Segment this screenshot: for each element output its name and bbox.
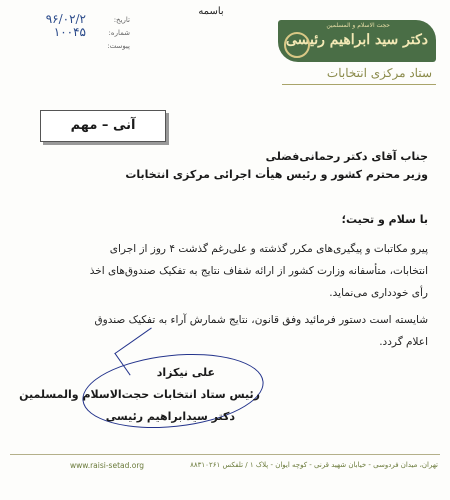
campaign-logo [278, 20, 436, 62]
signer-candidate: دکتر سیدابراهیم رئیسی [105, 410, 235, 423]
attachment-row [40, 42, 130, 55]
logo-small-text: حجت الاسلام و المسلمین [326, 22, 390, 29]
attachment-label: پیوست: [107, 42, 130, 50]
body-line: انتخابات، متأسفانه وزارت کشور از ارائه شفاف نتایج به تفکیک صندوق‌های اخذ [89, 265, 428, 277]
greeting: با سلام و تحیت؛ [341, 213, 428, 226]
recipient-name: جناب آقای دکتر رحمانی‌فضلی [265, 150, 428, 163]
number-row [40, 25, 130, 42]
signer-name: علی نیکزاد [156, 366, 215, 379]
body-line: اعلام گردد. [379, 336, 428, 348]
signer-title: رئیس ستاد انتخابات حجت‌الاسلام والمسلمین [19, 388, 260, 401]
recipient-title: وزیر محترم کشور و رئیس هیأت اجرائی مرکزی انتخابات [125, 168, 428, 181]
body-line: شایسته است دستور فرمائید وفق قانون، نتایج شمارش آراء به تفکیک صندوق [94, 314, 428, 326]
date-label: تاریخ: [113, 16, 130, 24]
letter-meta [40, 12, 130, 55]
footer-divider [10, 454, 440, 455]
date-value: ۹۶/۰۲/۲ [45, 12, 86, 26]
body-line: رأی خودداری می‌نماید. [329, 287, 428, 299]
number-value: ۱۰۰۴۵ [53, 25, 86, 39]
logo-ornament-icon [284, 32, 310, 58]
priority-badge: آنی – مهم [40, 110, 166, 142]
logo-subtitle: ستاد مرکزی انتخابات [326, 66, 432, 80]
footer-website: www.raisi-setad.org [70, 461, 145, 470]
footer-address: تهران، میدان فردوسی - خیابان شهید قرنی - کوچه ایوان - پلاک ۱ / تلفکس ۸۸۳۱۰۲۶۱ [190, 461, 438, 469]
logo-main-text: دکتر سید ابراهیم رئیسی [285, 32, 428, 48]
header-divider [282, 84, 436, 85]
bismillah-heading: باسمه [198, 6, 224, 17]
body-line: پیرو مکاتبات و پیگیری‌های مکرر گذشته و علی‌رغم گذشت ۴ روز از اجرای [109, 243, 428, 255]
number-label: شماره: [108, 29, 130, 37]
